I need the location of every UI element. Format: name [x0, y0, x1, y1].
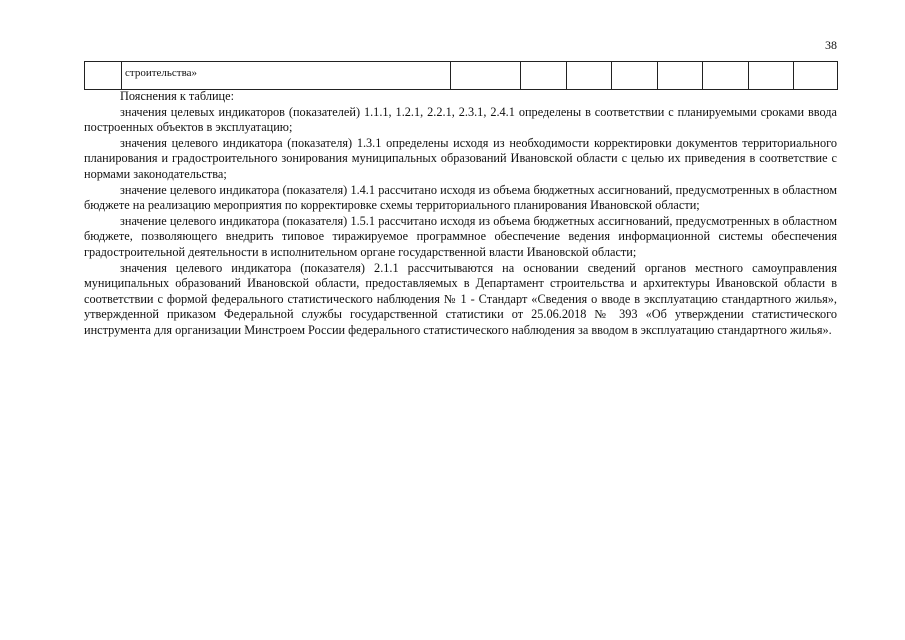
- table-cell: [567, 62, 612, 90]
- page-number: 38: [825, 38, 837, 52]
- table-cell: [521, 62, 567, 90]
- table-cell: [749, 62, 794, 90]
- table-cell: [658, 62, 703, 90]
- table-notes: [84, 89, 837, 339]
- notes-heading: Пояснения к таблице:: [120, 89, 234, 103]
- table-cell-indicator-name: строительства»: [122, 62, 451, 90]
- table-cell: [703, 62, 749, 90]
- table-cell: [85, 62, 122, 90]
- continued-table: [84, 61, 838, 90]
- note-paragraph: значения целевого индикатора (показателя) 1.3.1 определены исходя из необходимости корректировки документов территориального планирования и градостроительного зонирования муниципальных образований Ивановской области с целью их приведения в соответствие с нормами законодательства;: [84, 135, 837, 181]
- note-paragraph: значения целевых индикаторов (показателей) 1.1.1, 1.2.1, 2.2.1, 2.3.1, 2.4.1 определены в соответствии с планируемыми сроками ввода построенных объектов в эксплуатацию;: [84, 104, 837, 135]
- note-paragraph: значения целевого индикатора (показателя) 2.1.1 рассчитываются на основании сведений органов местного самоуправления муниципальных образований Ивановской области, предоставляемых в Департамент строительства и архитектуры Ивановской области в соответствии с формой федерального статистического наблюдения № 1 - Стандарт «Сведения о вводе в эксплуатацию стандартного жилья», утвержденной приказом Федеральной службы государственной статистики от 25.06.2018 № 393 «Об утверждении статистического инструмента для организации Минстроем России федерального статистического наблюдения за вводом в эксплуатацию стандартного жилья».: [84, 260, 837, 337]
- table-cell: [451, 62, 521, 90]
- table-cell: [612, 62, 658, 90]
- note-paragraph: значение целевого индикатора (показателя) 1.4.1 рассчитано исходя из объема бюджетных ассигнований, предусмотренных в областном бюджете на реализацию мероприятия по корректировке схемы территориального планирования Ивановской области;: [84, 182, 837, 213]
- table-row: [85, 62, 838, 90]
- note-paragraph: значение целевого индикатора (показателя) 1.5.1 рассчитано исходя из объема бюджетных ассигнований, предусмотренных в областном бюджете, позволяющего внедрить типовое тиражируемое программное обеспечение ведения информационной системы обеспечения градостроительной деятельности в исполнительном органе государственной власти Ивановской области;: [84, 213, 837, 259]
- table-cell: [794, 62, 838, 90]
